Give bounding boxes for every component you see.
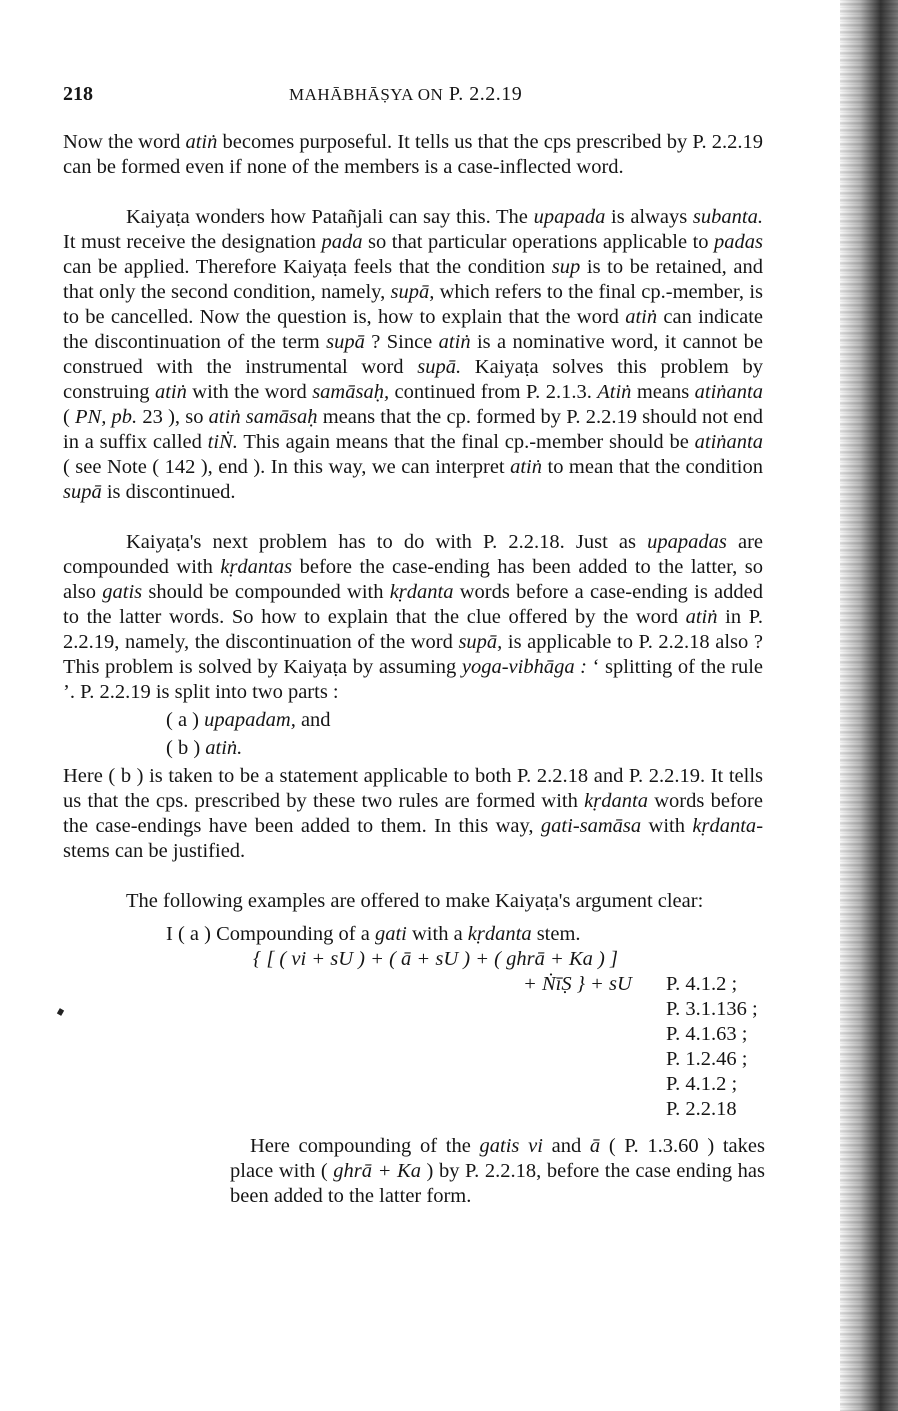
running-head: MAHĀBHĀṢYA ON P. 2.2.19: [289, 83, 523, 105]
rule-ref: P. 1.2.46 ;: [666, 1048, 748, 1070]
rule-ref: P. 3.1.136 ;: [666, 998, 758, 1020]
page-number: 218: [63, 83, 93, 105]
page-header: [63, 83, 753, 113]
paragraph-1: Now the word atiṅ becomes purposeful. It tells us that the cps prescribed by P. 2.2.19 can be formed even if none of the members is a case-inflected word.: [63, 131, 763, 178]
part-b: ( b ) atiṅ.: [166, 737, 243, 759]
formula-line-1: { [ ( vi + sU ) + ( ā + sU ) + ( ghrā + Ka ) ]: [253, 948, 618, 970]
page-body: [63, 130, 763, 1209]
rule-ref: P. 2.2.18: [666, 1098, 737, 1120]
part-a: ( a ) upapadam, and: [166, 709, 331, 731]
rule-ref: P. 4.1.2 ;: [666, 1073, 738, 1095]
rule-references: [63, 972, 763, 1122]
paragraph-2: Kaiyaṭa wonders how Patañjali can say this. The upapada is always subanta. It must receive the designation pada so that particular operations applicable to padas can be applied. Therefore Kaiyaṭa feels that the condition sup is to be retained, and that only the second condition, namely, supā, which refers to the final cp.-member, is to be cancelled. Now the question is, how to explain that the word atiṅ can indicate the discontinuation of the term supā ? Since atiṅ is a nominative word, it cannot be construed with the instrumental word supā. Kaiyaṭa solves this problem by construing atiṅ with the word samāsaḥ, continued from P. 2.1.3. Atiṅ means atiṅanta ( PN, pb. 23 ), so atiṅ samāsaḥ means that the cp. formed by P. 2.2.19 should not end in a suffix called tiṄ. This again means that the final cp.-member should be atiṅanta ( see Note ( 142 ), end ). In this way, we can interpret atiṅ to mean that the condition supā is discontinued.: [63, 206, 764, 503]
rule-ref: P. 4.1.63 ;: [666, 1023, 748, 1045]
rule-ref: P. 4.1.2 ;: [666, 973, 738, 995]
formula-line-2: + ṄīṢ } + sU: [523, 973, 632, 995]
example-note: Here compounding of the gatis vi and ā ( P. 1.3.60 ) takes place with ( ghrā + Ka ) by P. 2.2.18, before the case ending has been added to the latter form.: [230, 1135, 765, 1207]
paragraph-3: Kaiyaṭa's next problem has to do with P. 2.2.18. Just as upapadas are compounded with kṛdantas before the case-ending has been added to the latter, so also gatis should be compounded with kṛdanta words before a case-ending is added to the latter words. So how to explain that the clue offered by the word atiṅ in P. 2.2.19, namely, the discontinuation of the word supā, is applicable to P. 2.2.18 also ? This problem is solved by Kaiyaṭa by assuming yoga-vibhāga : ‘ splitting of the rule ’. P. 2.2.19 is split into two parts :: [63, 531, 763, 703]
paragraph-4: Here ( b ) is taken to be a statement applicable to both P. 2.2.18 and P. 2.2.19. It tells us that the cps. prescribed by these two rules are formed with kṛdanta words before the case-endings have been added to them. In this way, gati-samāsa with kṛdanta-stems can be justified.: [63, 765, 764, 862]
example-title: I ( a ) Compounding of a gati with a kṛdanta stem.: [166, 923, 581, 945]
paragraph-5: The following examples are offered to make Kaiyaṭa's argument clear:: [126, 890, 704, 912]
scan-shadow-edge: [840, 0, 898, 1411]
